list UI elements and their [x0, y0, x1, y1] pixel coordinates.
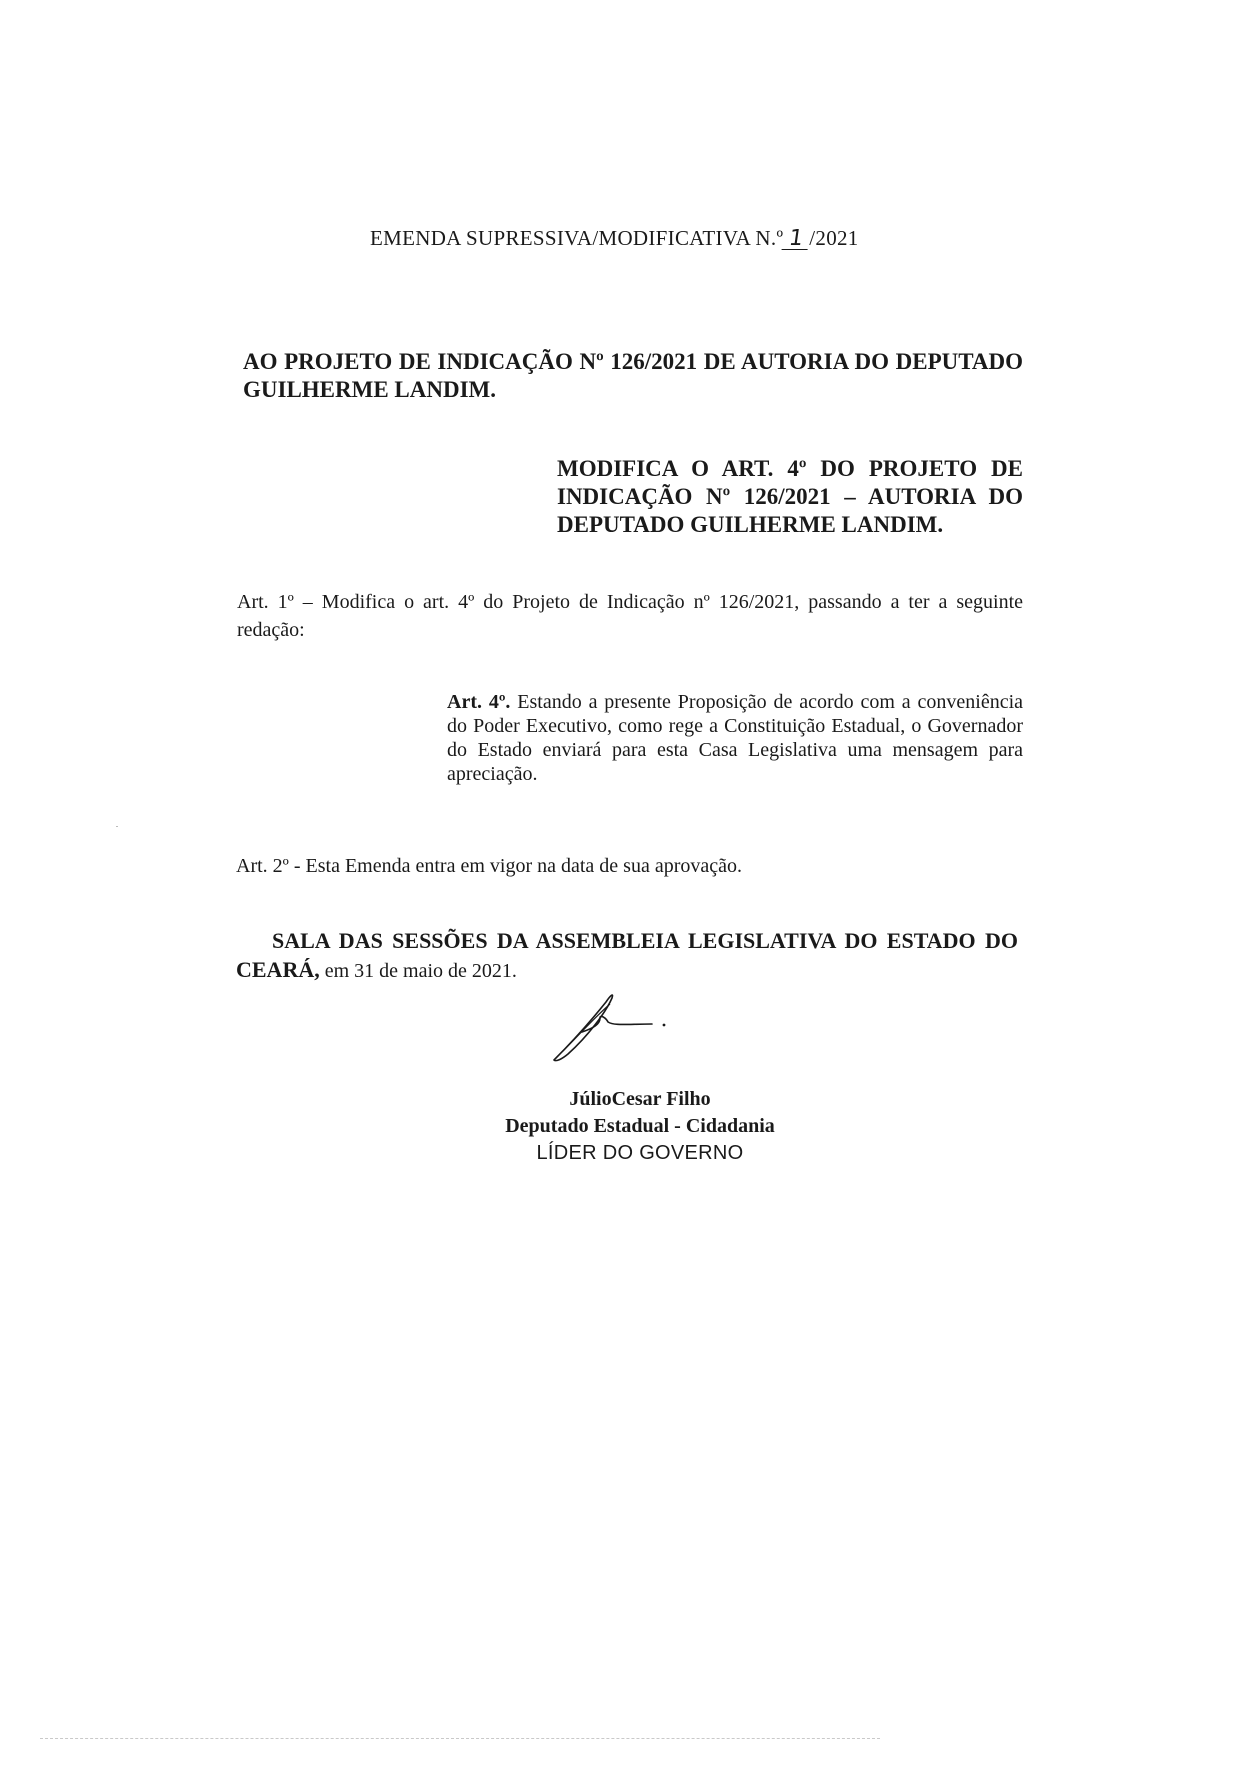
article-4-text: Estando a presente Proposição de acordo com a conveniência do Poder Executivo, como rege a Constituição Estadual, o Governador do Estado enviará para esta Casa Legislativa uma mensagem para apreciação.	[447, 691, 1024, 785]
scan-speck	[116, 826, 118, 827]
signature-image	[548, 988, 678, 1068]
document-title	[370, 226, 859, 251]
article-2-paragraph: Art. 2º - Esta Emenda entra em vigor na data de sua aprovação.	[236, 855, 742, 877]
title-prefix: EMENDA SUPRESSIVA/MODIFICATIVA N.º	[370, 226, 784, 250]
title-number: 1	[782, 229, 811, 250]
signer-name: JúlioCesar Filho	[569, 1088, 711, 1110]
session-room-label: SALA DAS SESSÕES DA ASSEMBLEIA LEGISLATIVA DO ESTADO DO CEARÁ,	[236, 928, 1018, 982]
heading-paragraph: AO PROJETO DE INDICAÇÃO Nº 126/2021 DE AUTORIA DO DEPUTADO GUILHERME LANDIM.	[243, 349, 1023, 402]
scan-artifact-line	[40, 1738, 880, 1739]
title-suffix: /2021	[809, 226, 859, 250]
article-1-paragraph: Art. 1º – Modifica o art. 4º do Projeto de Indicação nº 126/2021, passando a ter a seguinte redação:	[237, 591, 1023, 641]
signer-leader-title: LÍDER DO GOVERNO	[536, 1142, 744, 1164]
article-4-label: Art. 4º.	[447, 691, 511, 713]
session-room-paragraph	[236, 927, 1018, 985]
article-4-paragraph	[447, 690, 1023, 786]
signer-block	[440, 1086, 840, 1166]
signer-role: Deputado Estadual - Cidadania	[505, 1115, 775, 1137]
session-date: em 31 de maio de 2021.	[324, 960, 517, 982]
ementa-paragraph: MODIFICA O ART. 4º DO PROJETO DE INDICAÇÃO Nº 126/2021 – AUTORIA DO DEPUTADO GUILHERME LANDIM.	[557, 456, 1023, 537]
